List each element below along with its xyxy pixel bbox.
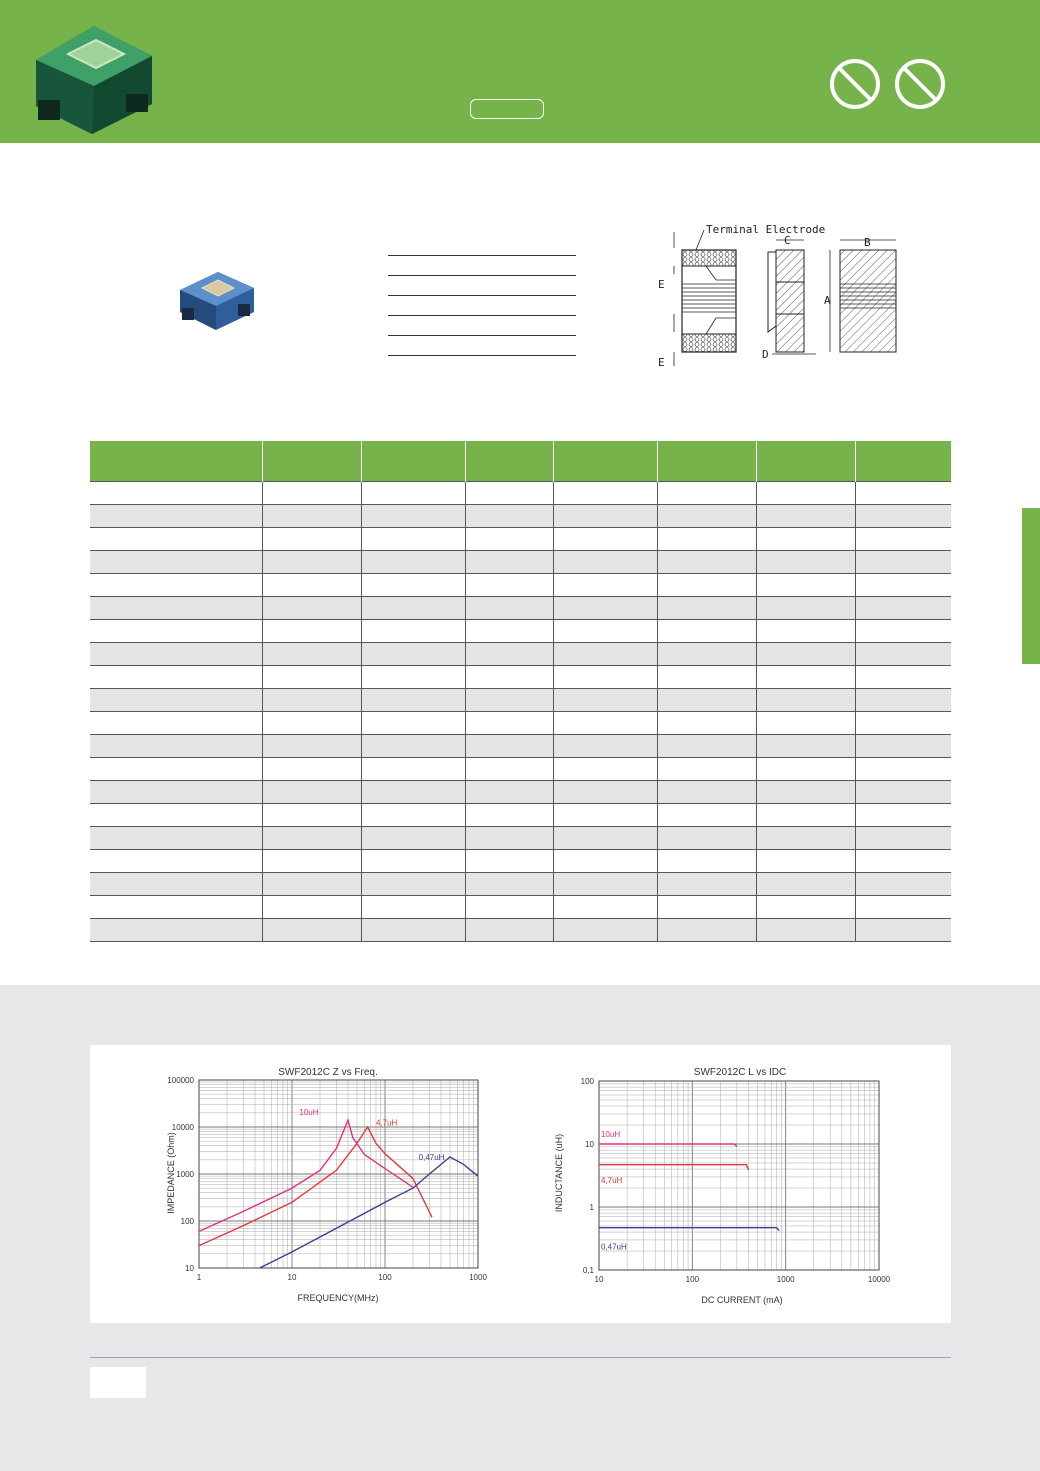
table-cell: [756, 689, 855, 712]
table-cell: [90, 827, 262, 850]
table-cell: [465, 528, 553, 551]
table-row: [90, 896, 951, 919]
grid: [599, 1081, 879, 1270]
table-cell: [262, 919, 361, 942]
table-cell: [855, 735, 951, 758]
table-cell: [855, 482, 951, 505]
table-cell: [553, 873, 657, 896]
chart-title: SWF2012C Z vs Freq.: [278, 1067, 378, 1078]
table-cell: [855, 620, 951, 643]
table-cell: [657, 896, 756, 919]
table-cell: [756, 505, 855, 528]
table-cell: [855, 873, 951, 896]
table-cell: [90, 735, 262, 758]
table-cell: [361, 827, 465, 850]
table-cell: [465, 850, 553, 873]
table-cell: [657, 804, 756, 827]
table-row: [90, 850, 951, 873]
table-cell: [361, 781, 465, 804]
y-tick-label: 10: [185, 1264, 194, 1273]
table-cell: [657, 758, 756, 781]
table-cell: [262, 873, 361, 896]
dim-label-d: D: [762, 348, 769, 361]
table-cell: [465, 666, 553, 689]
y-tick-label: 100000: [167, 1076, 194, 1085]
table-cell: [361, 804, 465, 827]
table-cell: [90, 666, 262, 689]
spec-table: [90, 441, 951, 942]
table-cell: [361, 574, 465, 597]
table-cell: [262, 574, 361, 597]
table-cell: [553, 781, 657, 804]
table-cell: [90, 804, 262, 827]
table-cell: [262, 689, 361, 712]
table-header-cell: [465, 441, 553, 482]
table-header-row: [90, 441, 951, 482]
table-row: [90, 620, 951, 643]
table-cell: [657, 666, 756, 689]
dim-label-e-bottom: E: [658, 356, 665, 369]
table-cell: [855, 781, 951, 804]
table-cell: [465, 735, 553, 758]
table-header-cell: [361, 441, 465, 482]
table-cell: [262, 620, 361, 643]
table-cell: [657, 528, 756, 551]
no-lead-icon: [828, 57, 882, 111]
table-cell: [465, 781, 553, 804]
table-cell: [361, 505, 465, 528]
table-header-cell: [756, 441, 855, 482]
table-cell: [90, 551, 262, 574]
table-cell: [262, 781, 361, 804]
table-cell: [657, 597, 756, 620]
y-tick-label: 1000: [176, 1170, 194, 1179]
table-row: [90, 597, 951, 620]
table-cell: [657, 689, 756, 712]
table-cell: [361, 528, 465, 551]
table-cell: [262, 850, 361, 873]
table-cell: [262, 643, 361, 666]
page-number-box: [90, 1367, 146, 1398]
series-label: 10uH: [299, 1108, 319, 1118]
x-tick-label: 10: [287, 1273, 297, 1282]
table-cell: [465, 574, 553, 597]
table-cell: [465, 620, 553, 643]
table-row: [90, 482, 951, 505]
table-cell: [465, 482, 553, 505]
side-tab: [1022, 508, 1040, 664]
table-cell: [553, 804, 657, 827]
table-row: [90, 712, 951, 735]
table-cell: [361, 758, 465, 781]
chart-panel: [90, 1045, 951, 1323]
table-cell: [657, 712, 756, 735]
table-cell: [465, 597, 553, 620]
table-cell: [361, 712, 465, 735]
table-cell: [361, 896, 465, 919]
table-cell: [90, 896, 262, 919]
table-cell: [465, 758, 553, 781]
table-cell: [553, 528, 657, 551]
table-cell: [553, 597, 657, 620]
table-cell: [756, 620, 855, 643]
table-cell: [855, 712, 951, 735]
series-label: 4,7uH: [600, 1176, 623, 1186]
table-cell: [553, 574, 657, 597]
table-cell: [756, 896, 855, 919]
table-cell: [553, 896, 657, 919]
table-cell: [361, 643, 465, 666]
table-cell: [90, 482, 262, 505]
table-cell: [465, 873, 553, 896]
table-cell: [855, 551, 951, 574]
y-tick-label: 100: [580, 1077, 594, 1086]
x-tick-label: 100: [685, 1275, 700, 1284]
table-cell: [657, 781, 756, 804]
table-row: [90, 574, 951, 597]
table-cell: [553, 735, 657, 758]
table-cell: [756, 804, 855, 827]
table-cell: [553, 850, 657, 873]
table-cell: [756, 482, 855, 505]
table-cell: [361, 551, 465, 574]
series-line: [599, 1228, 779, 1231]
dim-label-e-top: E: [658, 278, 665, 291]
table-cell: [657, 482, 756, 505]
x-tick-label: 100: [378, 1273, 392, 1282]
table-row: [90, 666, 951, 689]
table-cell: [855, 505, 951, 528]
table-cell: [855, 896, 951, 919]
table-cell: [465, 896, 553, 919]
table-cell: [756, 781, 855, 804]
y-axis-label: IMPEDANCE (Ohm): [166, 1132, 176, 1214]
table-row: [90, 804, 951, 827]
table-cell: [361, 850, 465, 873]
table-cell: [855, 919, 951, 942]
series-label: 0,47uH: [418, 1152, 445, 1162]
table-cell: [657, 735, 756, 758]
x-tick-label: 1000: [776, 1275, 795, 1284]
table-cell: [553, 758, 657, 781]
table-cell: [90, 873, 262, 896]
no-halogen-icon: [893, 57, 947, 111]
table-row: [90, 689, 951, 712]
table-cell: [465, 827, 553, 850]
table-cell: [756, 551, 855, 574]
table-cell: [855, 804, 951, 827]
table-cell: [90, 505, 262, 528]
series-line: [199, 1127, 432, 1246]
table-cell: [262, 666, 361, 689]
table-cell: [262, 735, 361, 758]
component-photo: [32, 20, 154, 136]
table-cell: [855, 758, 951, 781]
x-axis-label: DC CURRENT (mA): [701, 1295, 783, 1305]
table-cell: [657, 643, 756, 666]
table-row: [90, 919, 951, 942]
table-cell: [553, 643, 657, 666]
table-cell: [90, 597, 262, 620]
dimension-table: [388, 254, 576, 356]
table-header-cell: [90, 441, 262, 482]
table-cell: [756, 666, 855, 689]
chart-title: SWF2012C L vs IDC: [693, 1067, 787, 1078]
table-cell: [361, 666, 465, 689]
footer-rule: [90, 1357, 951, 1358]
table-cell: [262, 505, 361, 528]
table-cell: [553, 919, 657, 942]
table-row: [90, 643, 951, 666]
header-band: [0, 0, 1040, 143]
table-cell: [657, 850, 756, 873]
table-cell: [262, 758, 361, 781]
table-cell: [90, 643, 262, 666]
table-cell: [855, 528, 951, 551]
table-cell: [90, 758, 262, 781]
table-cell: [756, 735, 855, 758]
table-cell: [90, 919, 262, 942]
table-row: [90, 873, 951, 896]
table-row: [90, 528, 951, 551]
table-row: [90, 735, 951, 758]
y-tick-label: 10: [585, 1140, 594, 1149]
table-cell: [465, 689, 553, 712]
table-cell: [465, 804, 553, 827]
table-cell: [553, 827, 657, 850]
table-cell: [361, 620, 465, 643]
table-cell: [756, 574, 855, 597]
x-tick-label: 1000: [469, 1273, 487, 1282]
table-cell: [262, 827, 361, 850]
table-cell: [855, 643, 951, 666]
table-cell: [855, 574, 951, 597]
x-tick-label: 10000: [867, 1275, 891, 1284]
series-label: 0,47uH: [600, 1242, 627, 1252]
table-cell: [262, 482, 361, 505]
table-cell: [465, 551, 553, 574]
dim-label-c: C: [784, 234, 791, 247]
table-cell: [553, 482, 657, 505]
table-cell: [465, 712, 553, 735]
table-cell: [465, 919, 553, 942]
table-cell: [657, 574, 756, 597]
x-axis-label: FREQUENCY(MHz): [297, 1293, 379, 1303]
table-cell: [262, 804, 361, 827]
table-cell: [90, 528, 262, 551]
table-row: [90, 827, 951, 850]
table-cell: [361, 597, 465, 620]
x-tick-label: 1: [196, 1273, 202, 1282]
table-cell: [756, 597, 855, 620]
y-tick-label: 10000: [171, 1123, 194, 1132]
table-cell: [361, 689, 465, 712]
inductance-chart: [546, 1045, 902, 1323]
table-cell: [262, 712, 361, 735]
table-cell: [465, 643, 553, 666]
table-cell: [90, 781, 262, 804]
table-cell: [855, 597, 951, 620]
table-cell: [90, 620, 262, 643]
table-header-cell: [657, 441, 756, 482]
table-cell: [756, 873, 855, 896]
table-cell: [553, 505, 657, 528]
table-cell: [465, 505, 553, 528]
table-cell: [657, 620, 756, 643]
table-cell: [657, 919, 756, 942]
table-cell: [553, 551, 657, 574]
table-cell: [262, 896, 361, 919]
y-tick-label: 100: [180, 1217, 194, 1226]
table-cell: [756, 919, 855, 942]
series-label: 4,7uH: [375, 1118, 398, 1128]
table-cell: [756, 827, 855, 850]
x-tick-label: 10: [594, 1275, 604, 1284]
terminal-electrode-label: Terminal Electrode: [706, 223, 826, 236]
table-cell: [361, 919, 465, 942]
table-cell: [553, 689, 657, 712]
table-cell: [553, 712, 657, 735]
small-chip-photo: [178, 270, 256, 332]
table-cell: [855, 666, 951, 689]
y-tick-label: 1: [589, 1203, 594, 1212]
table-cell: [657, 827, 756, 850]
table-cell: [90, 712, 262, 735]
terminal-drawing: [652, 222, 912, 370]
table-cell: [756, 758, 855, 781]
table-cell: [262, 551, 361, 574]
impedance-chart: [150, 1045, 490, 1323]
table-cell: [855, 689, 951, 712]
table-cell: [262, 528, 361, 551]
table-cell: [262, 597, 361, 620]
series-label: 10uH: [600, 1129, 621, 1139]
y-axis-label: INDUCTANCE (uH): [554, 1133, 564, 1213]
dim-label-b: B: [864, 236, 871, 249]
table-row: [90, 781, 951, 804]
table-header-cell: [262, 441, 361, 482]
series-line: [599, 1144, 737, 1146]
table-header-cell: [553, 441, 657, 482]
table-cell: [855, 827, 951, 850]
table-row: [90, 758, 951, 781]
table-row: [90, 505, 951, 528]
table-cell: [855, 850, 951, 873]
table-cell: [756, 712, 855, 735]
table-cell: [90, 574, 262, 597]
table-cell: [90, 850, 262, 873]
plot-frame: [599, 1081, 879, 1270]
table-cell: [657, 873, 756, 896]
table-cell: [361, 482, 465, 505]
table-cell: [361, 873, 465, 896]
table-cell: [361, 735, 465, 758]
table-cell: [90, 689, 262, 712]
table-cell: [657, 551, 756, 574]
table-cell: [657, 505, 756, 528]
grid: [199, 1080, 478, 1268]
header-pill: [470, 99, 544, 119]
table-cell: [756, 850, 855, 873]
dim-label-a: A: [824, 294, 831, 307]
table-cell: [756, 528, 855, 551]
table-cell: [553, 666, 657, 689]
table-cell: [553, 620, 657, 643]
table-header-cell: [855, 441, 951, 482]
table-row: [90, 551, 951, 574]
table-cell: [756, 643, 855, 666]
y-tick-label: 0,1: [582, 1266, 594, 1275]
